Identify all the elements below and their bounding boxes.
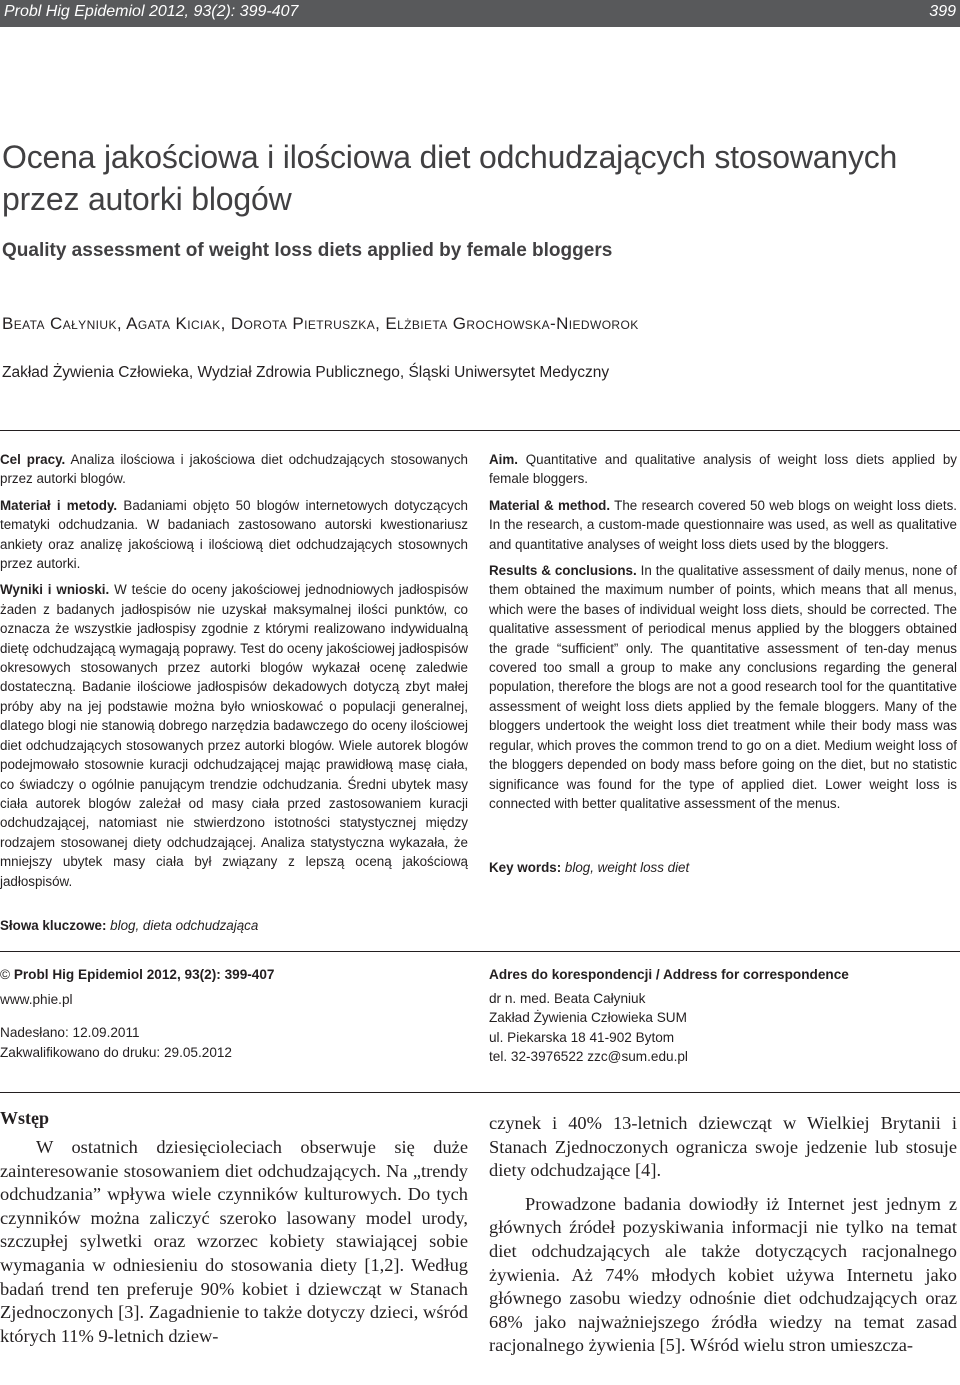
correspondence-contact: tel. 32-3976522 zzc@sum.edu.pl [489, 1049, 688, 1064]
results-label-en: Results & conclusions. [489, 563, 637, 579]
results-label-pl: Wyniki i wnioski. [0, 582, 110, 598]
body-paragraph-right-2: Prowadzone badania dowiodły iż Internet jest jednym z głównych źródeł pozyskiwania informacji nie tylko na temat diet odchudzających ale także dotyczących racjonalnego żywienia. Aż 74% młodych kobiet używa Internetu jako głównego zasobu wiedzy odnośnie diet odchudzających oraz 68% jako najważniejszego źródła wiedzy na temat zasad racjonalnego żywienia [5]. Wśród wielu stron umieszcza- [489, 1193, 957, 1356]
keywords-text-pl: blog, dieta odchudzająca [110, 918, 259, 933]
body-paragraph-right-1: czynek i 40% 13-letnich dziewcząt w Wielkiej Brytanii i Stanach Zjednoczonych ogranicza swoje jedzenie lub stosuje diety odchudzające [4]. [489, 1113, 957, 1181]
body-right-column [489, 1112, 957, 1358]
method-text-pl: Badaniami objęto 50 blogów internetowych dotyczących tematyki odchudzania. W badaniach zastosowano autorski kwestionariusz ankiety oraz analizę jakościową i ilościową diet odchudzających stosownych przez autorki. [0, 497, 468, 572]
header-citation: Probl Hig Epidemiol 2012, 93(2): 399-407 [4, 3, 299, 20]
abstract-english [489, 450, 957, 820]
divider-middle [0, 951, 960, 952]
method-label-pl: Materiał i metody. [0, 497, 118, 513]
copyright-icon: © [0, 967, 11, 982]
section-heading: Wstęp [0, 1108, 49, 1128]
correspondence-heading: Adres do korespondencji / Address for correspondence [489, 967, 849, 982]
divider-top [0, 430, 960, 431]
correspondence-block [489, 965, 849, 1067]
page-number: 399 [929, 3, 956, 20]
body-paragraph-left: W ostatnich dziesięcioleciach obserwuje się duże zainteresowanie stosowaniem diet odchudzających. Na „trendy odchudzania” wpływa wiele czynników kulturowych. Do tych czynników można zaliczyć szeroko lasowany model urody, szczupłej sylwetki oraz wzorzec kobiety stawiającej sobie wymagania w odniesieniu do stosowania diety [1,2]. Według badań trend ten preferuje 90% kobiet i dziewcząt w Stanach Zjednoczonych [3]. Zagadnienie to także dotyczy dzieci, wśród których 11% 9-letnich dziew- [0, 1137, 468, 1346]
keywords-text-en: blog, weight loss diet [564, 860, 690, 875]
website-link[interactable]: www.phie.pl [0, 991, 73, 1007]
keywords-pl [0, 918, 258, 933]
correspondence-department: Zakład Żywienia Człowieka SUM [489, 1010, 687, 1025]
submitted-date: Nadesłano: 12.09.2011 [0, 1025, 140, 1040]
aim-label-en: Aim. [489, 452, 519, 467]
accepted-date: Zakwalifikowano do druku: 29.05.2012 [0, 1044, 232, 1060]
aim-text-pl: Analiza ilościowa i jakościowa diet odchudzających stosowanych przez autorki blogów. [0, 452, 468, 487]
method-label-en: Material & method. [489, 497, 611, 513]
article-subtitle: Quality assessment of weight loss diets applied by female bloggers [2, 240, 613, 261]
author-list: Beata Całyniuk, Agata Kiciak, Dorota Pietruszka, Elżbieta Grochowska-Niedworok [2, 314, 639, 333]
results-text-en: In the qualitative assessment of daily menus, none of them obtained the maximum number of points, which means that all menus, which were the bases of individual weight loss diets, should be corrected. The qualitative assessment of periodical menus applied by the bloggers obtained the grade “sufficient” only. The quantitative assessment of ten-day menus covered too small a group to make any conclusions regarding the general population, therefore the blogs are not a good research tool for the quantitative assessment of weight loss diets applied by the female bloggers. Many of the bloggers undertook the weight loss diet treatment while their body mass was regular, which proves the common trend to go on a diet. Medium weight loss of the bloggers depended on body mass before going on the diet, but no statistic significance was found for the type of applied diet. Lower weight loss is connected with better qualitative assessment of the menus. [489, 563, 957, 811]
correspondence-street: ul. Piekarska 18 41-902 Bytom [489, 1029, 675, 1045]
results-text-pl: W teście do oceny jakościowej jednodniowych jadłospisów żaden z badanych jadłospisów nie uzyskał maksymalnej ilości punktów, co oznacza że wszystkie jadłospisy zgodnie z którymi realizowano indywidualną dietę odchudzającą wymagają poprawy. Test do oceny jakościowej jadłospisów okresowych stosowanych przez autorki blogów wykazał ocenę zaledwie dostateczną. Badanie ilościowe jadłospisów dekadowych dotyczą zbyt małej próby aby na jej podstawie można było wnioskować o populacji generalnej, dlatego blogi nie stanowią dobrego narzędzia badawczego do oceny ilościowej diet odchudzających stosowanych przez autorki blogów. Wiele autorek blogów podejmowało stosownie kuracji odchudzającej mając prawidłową masę ciała, co świadczy o ogólnie panującym trendzie odchudzania. Średni ubytek masy ciała autorek blogów zależał od masy ciała przed zastosowaniem kuracji odchudzającej, natomiast nie stwierdzono istotności statystycznej między rodzajem stosowanej diety odchudzającej. Analiza statystyczna wykazała, że mniejszy ubytek masy ciała był związany z lepszą oceną jakościową jadłospisów. [0, 582, 468, 889]
article-title: Ocena jakościowa i ilościowa diet odchudzających stosowanych przez autorki blogów [2, 139, 898, 217]
aim-text-en: Quantitative and qualitative analysis of weight loss diets applied by female bloggers. [489, 452, 957, 487]
body-left-column [0, 1136, 468, 1348]
publication-info [0, 965, 274, 1062]
pubinfo-citation: Probl Hig Epidemiol 2012, 93(2): 399-407 [13, 967, 275, 982]
keywords-label-en: Key words: [489, 860, 562, 875]
abstract-polish [0, 450, 468, 891]
correspondence-name: dr n. med. Beata Całyniuk [489, 990, 646, 1006]
keywords-en [489, 860, 689, 875]
aim-label-pl: Cel pracy. [0, 452, 66, 467]
divider-bottom [0, 1092, 960, 1093]
affiliation: Zakład Żywienia Człowieka, Wydział Zdrowia Publicznego, Śląski Uniwersytet Medyczny [2, 364, 610, 381]
keywords-label-pl: Słowa kluczowe: [0, 918, 107, 933]
running-header [0, 0, 960, 27]
method-text-en: The research covered 50 web blogs on weight loss diets. In the research, a custom-made questionnaire was used, as well as qualitative and quantitative analyses of weight loss diets used by the bloggers. [489, 497, 957, 552]
